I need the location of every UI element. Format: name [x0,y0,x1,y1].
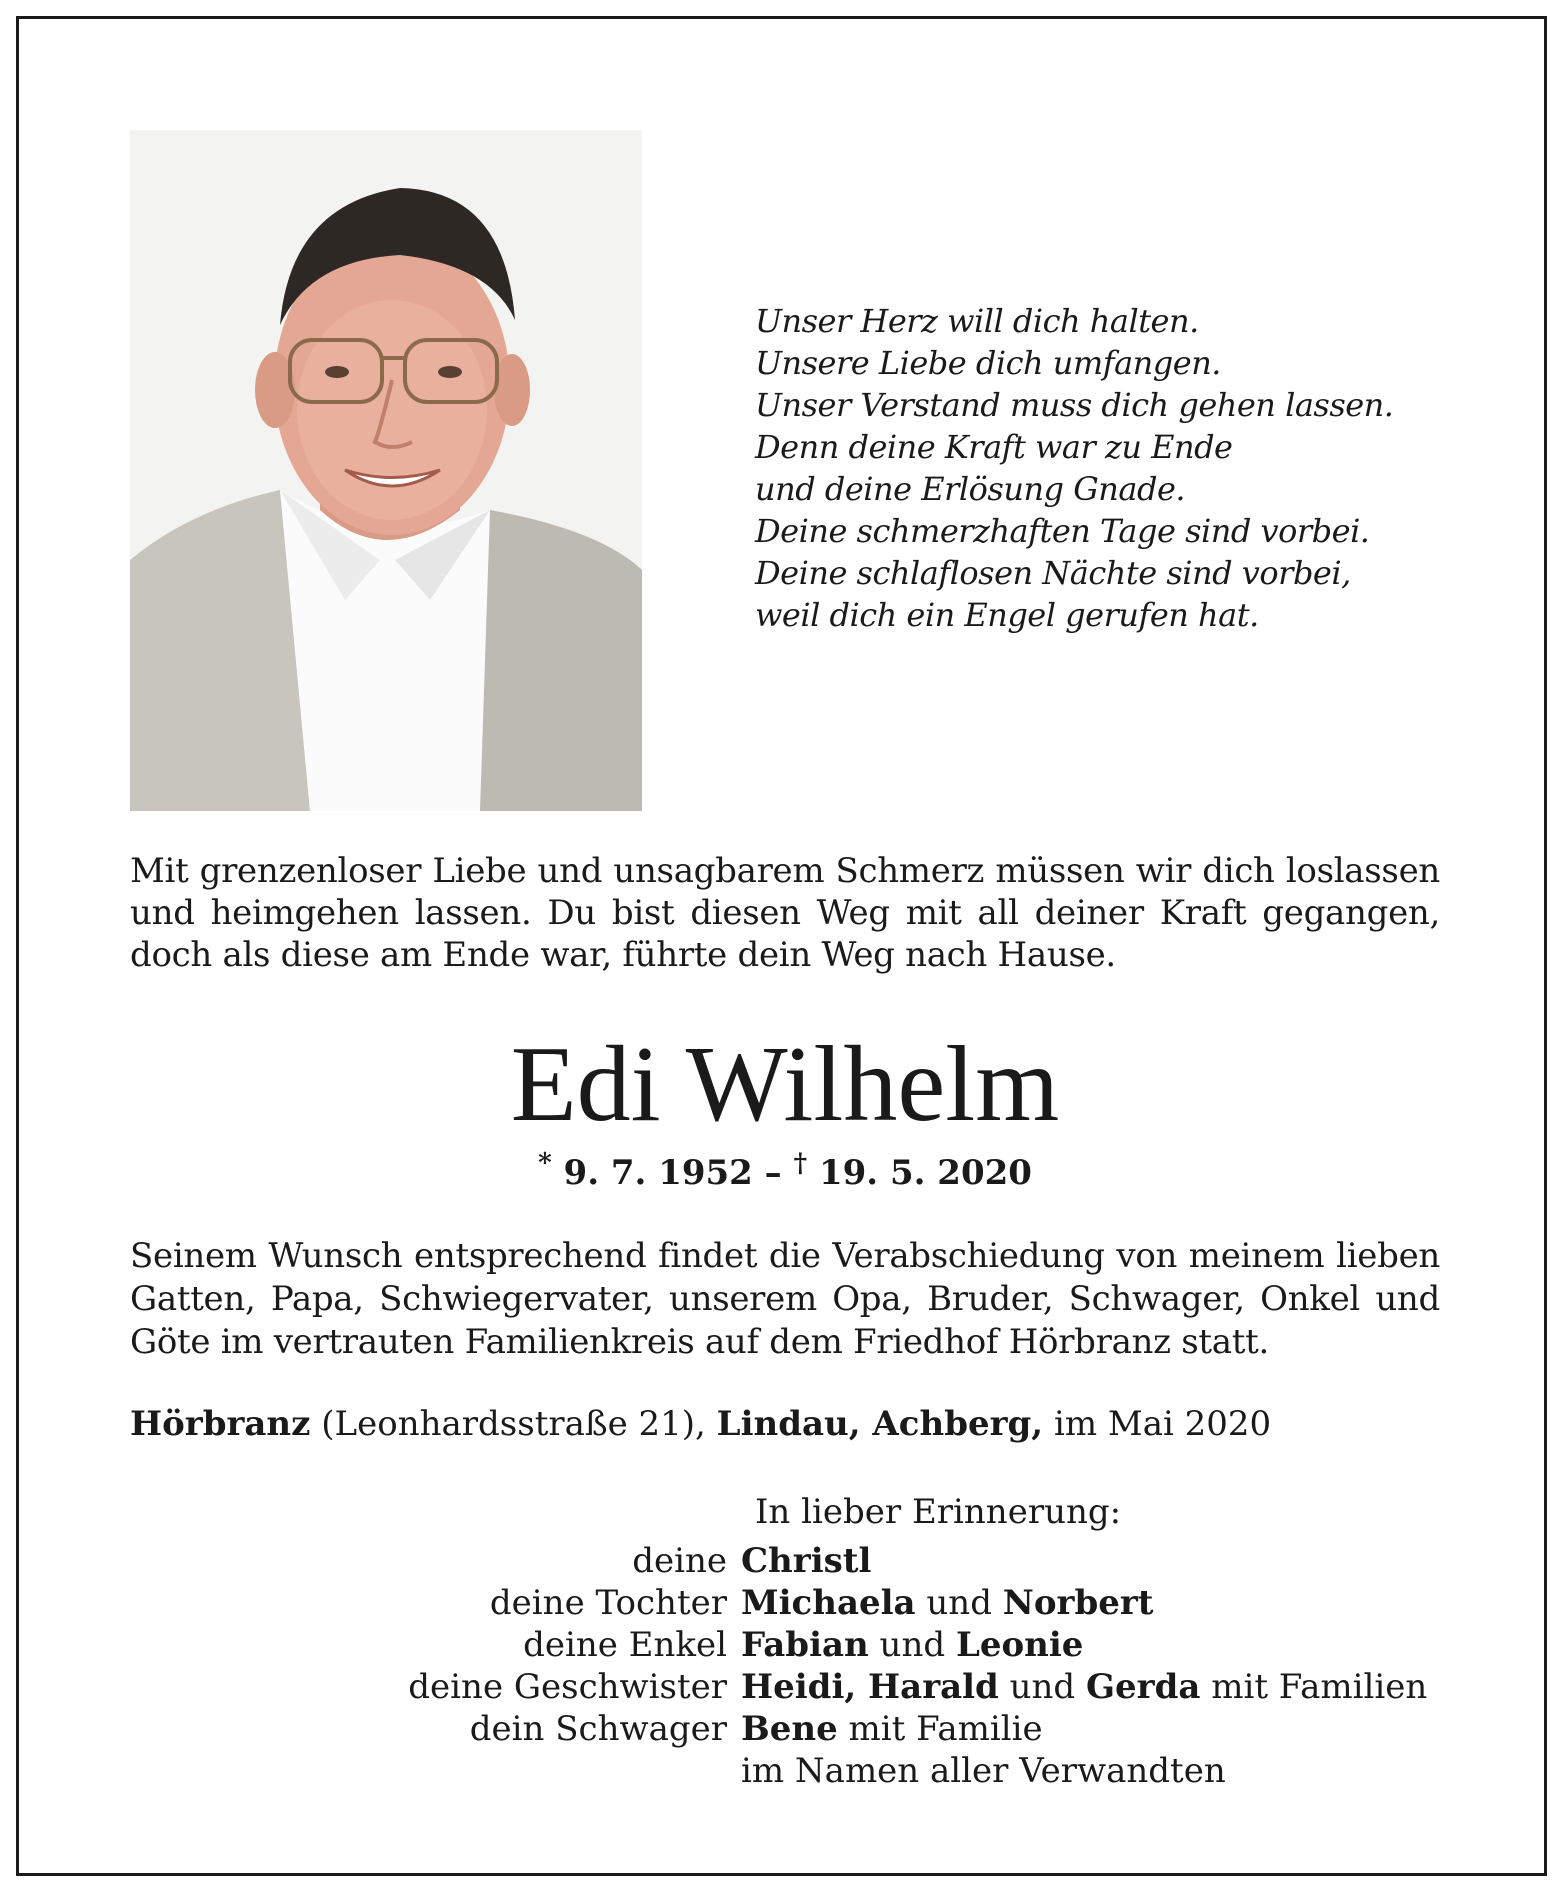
poem-line: und deine Erlösung Gnade. [755,470,1186,508]
poem [755,300,1475,636]
family-name: Fabian [741,1625,869,1665]
family-connector: und [915,1583,1003,1623]
family-name: Norbert [1002,1583,1154,1623]
family-connector: im Namen aller Verwandten [741,1751,1226,1791]
family-row [130,1708,1440,1750]
family-names [741,1624,1083,1666]
family-name: Michaela [741,1583,916,1623]
family-name: Bene [741,1709,838,1749]
family-relation: deine Enkel [523,1625,727,1665]
family-row [130,1624,1440,1666]
birth-date: 9. 7. 1952 [563,1153,753,1193]
poem-line: Unsere Liebe dich umfangen. [755,344,1221,382]
poem-line: Denn deine Kraft war zu Ende [755,428,1233,466]
family-relation: deine [632,1541,727,1581]
portrait-photo [130,130,642,811]
life-dates [130,1150,1440,1196]
family-row [130,1750,1440,1792]
family-names [741,1750,1226,1792]
poem-line: Deine schmerzhaften Tage sind vorbei. [755,512,1370,550]
poem-line: weil dich ein Engel gerufen hat. [755,596,1259,634]
intro-text: Mit grenzenloser Liebe und unsagbarem Schmerz müssen wir dich loslassen und heimgehen lassen. Du bist diesen Weg mit all deiner Kraft gegangen, doch als diese am Ende war, führte dein Weg nach Hause. [130,851,1440,975]
poem-line: Deine schlaflosen Nächte sind vorbei, [755,554,1351,592]
death-date: 19. 5. 2020 [818,1153,1032,1193]
family-names [741,1708,1043,1750]
family-row [130,1540,1440,1582]
place-date: im Mai 2020 [1043,1404,1272,1444]
memory-label: In lieber Erinnerung: [755,1492,1122,1532]
family-row [130,1666,1440,1708]
family-connector: und [998,1667,1087,1707]
birth-symbol: * [538,1148,552,1179]
place-address: (Leonhardsstraße 21), [310,1404,717,1444]
family-relation: deine Geschwister [408,1667,727,1707]
place-others: Lindau, Achberg, [716,1404,1044,1444]
family-connector: mit Familien [1200,1667,1428,1707]
place-town: Hörbranz [130,1404,311,1444]
deceased-name: Edi Wilhelm [510,1025,1060,1144]
family-relation: dein Schwager [469,1709,727,1749]
death-symbol: † [793,1148,808,1179]
family-name: Christl [741,1541,872,1581]
family-connector: mit Familie [837,1709,1043,1749]
poem-line: Unser Herz will dich halten. [755,302,1199,340]
poem-line: Unser Verstand muss dich gehen lassen. [755,386,1394,424]
place-and-date [130,1402,1440,1446]
family-name: Leonie [955,1625,1084,1665]
date-separator: – [764,1153,794,1193]
family-relation [130,1750,741,1792]
family-names [741,1582,1153,1624]
family-connector: und [868,1625,956,1665]
family-relation: deine Tochter [489,1583,727,1623]
family-names [741,1540,871,1582]
family-name: Gerda [1086,1667,1201,1707]
family-names [741,1666,1427,1708]
family-name: Heidi, Harald [741,1667,999,1707]
ceremony-text: Seinem Wunsch entsprechend findet die Verabschiedung von meinem lieben Gatten, Papa, Schwiegervater, unserem Opa, Bruder, Schwager, Onkel und Göte im vertrauten Familienkreis auf dem Friedhof Hörbranz statt. [130,1236,1440,1362]
family-row [130,1582,1440,1624]
family-list [130,1540,1440,1792]
